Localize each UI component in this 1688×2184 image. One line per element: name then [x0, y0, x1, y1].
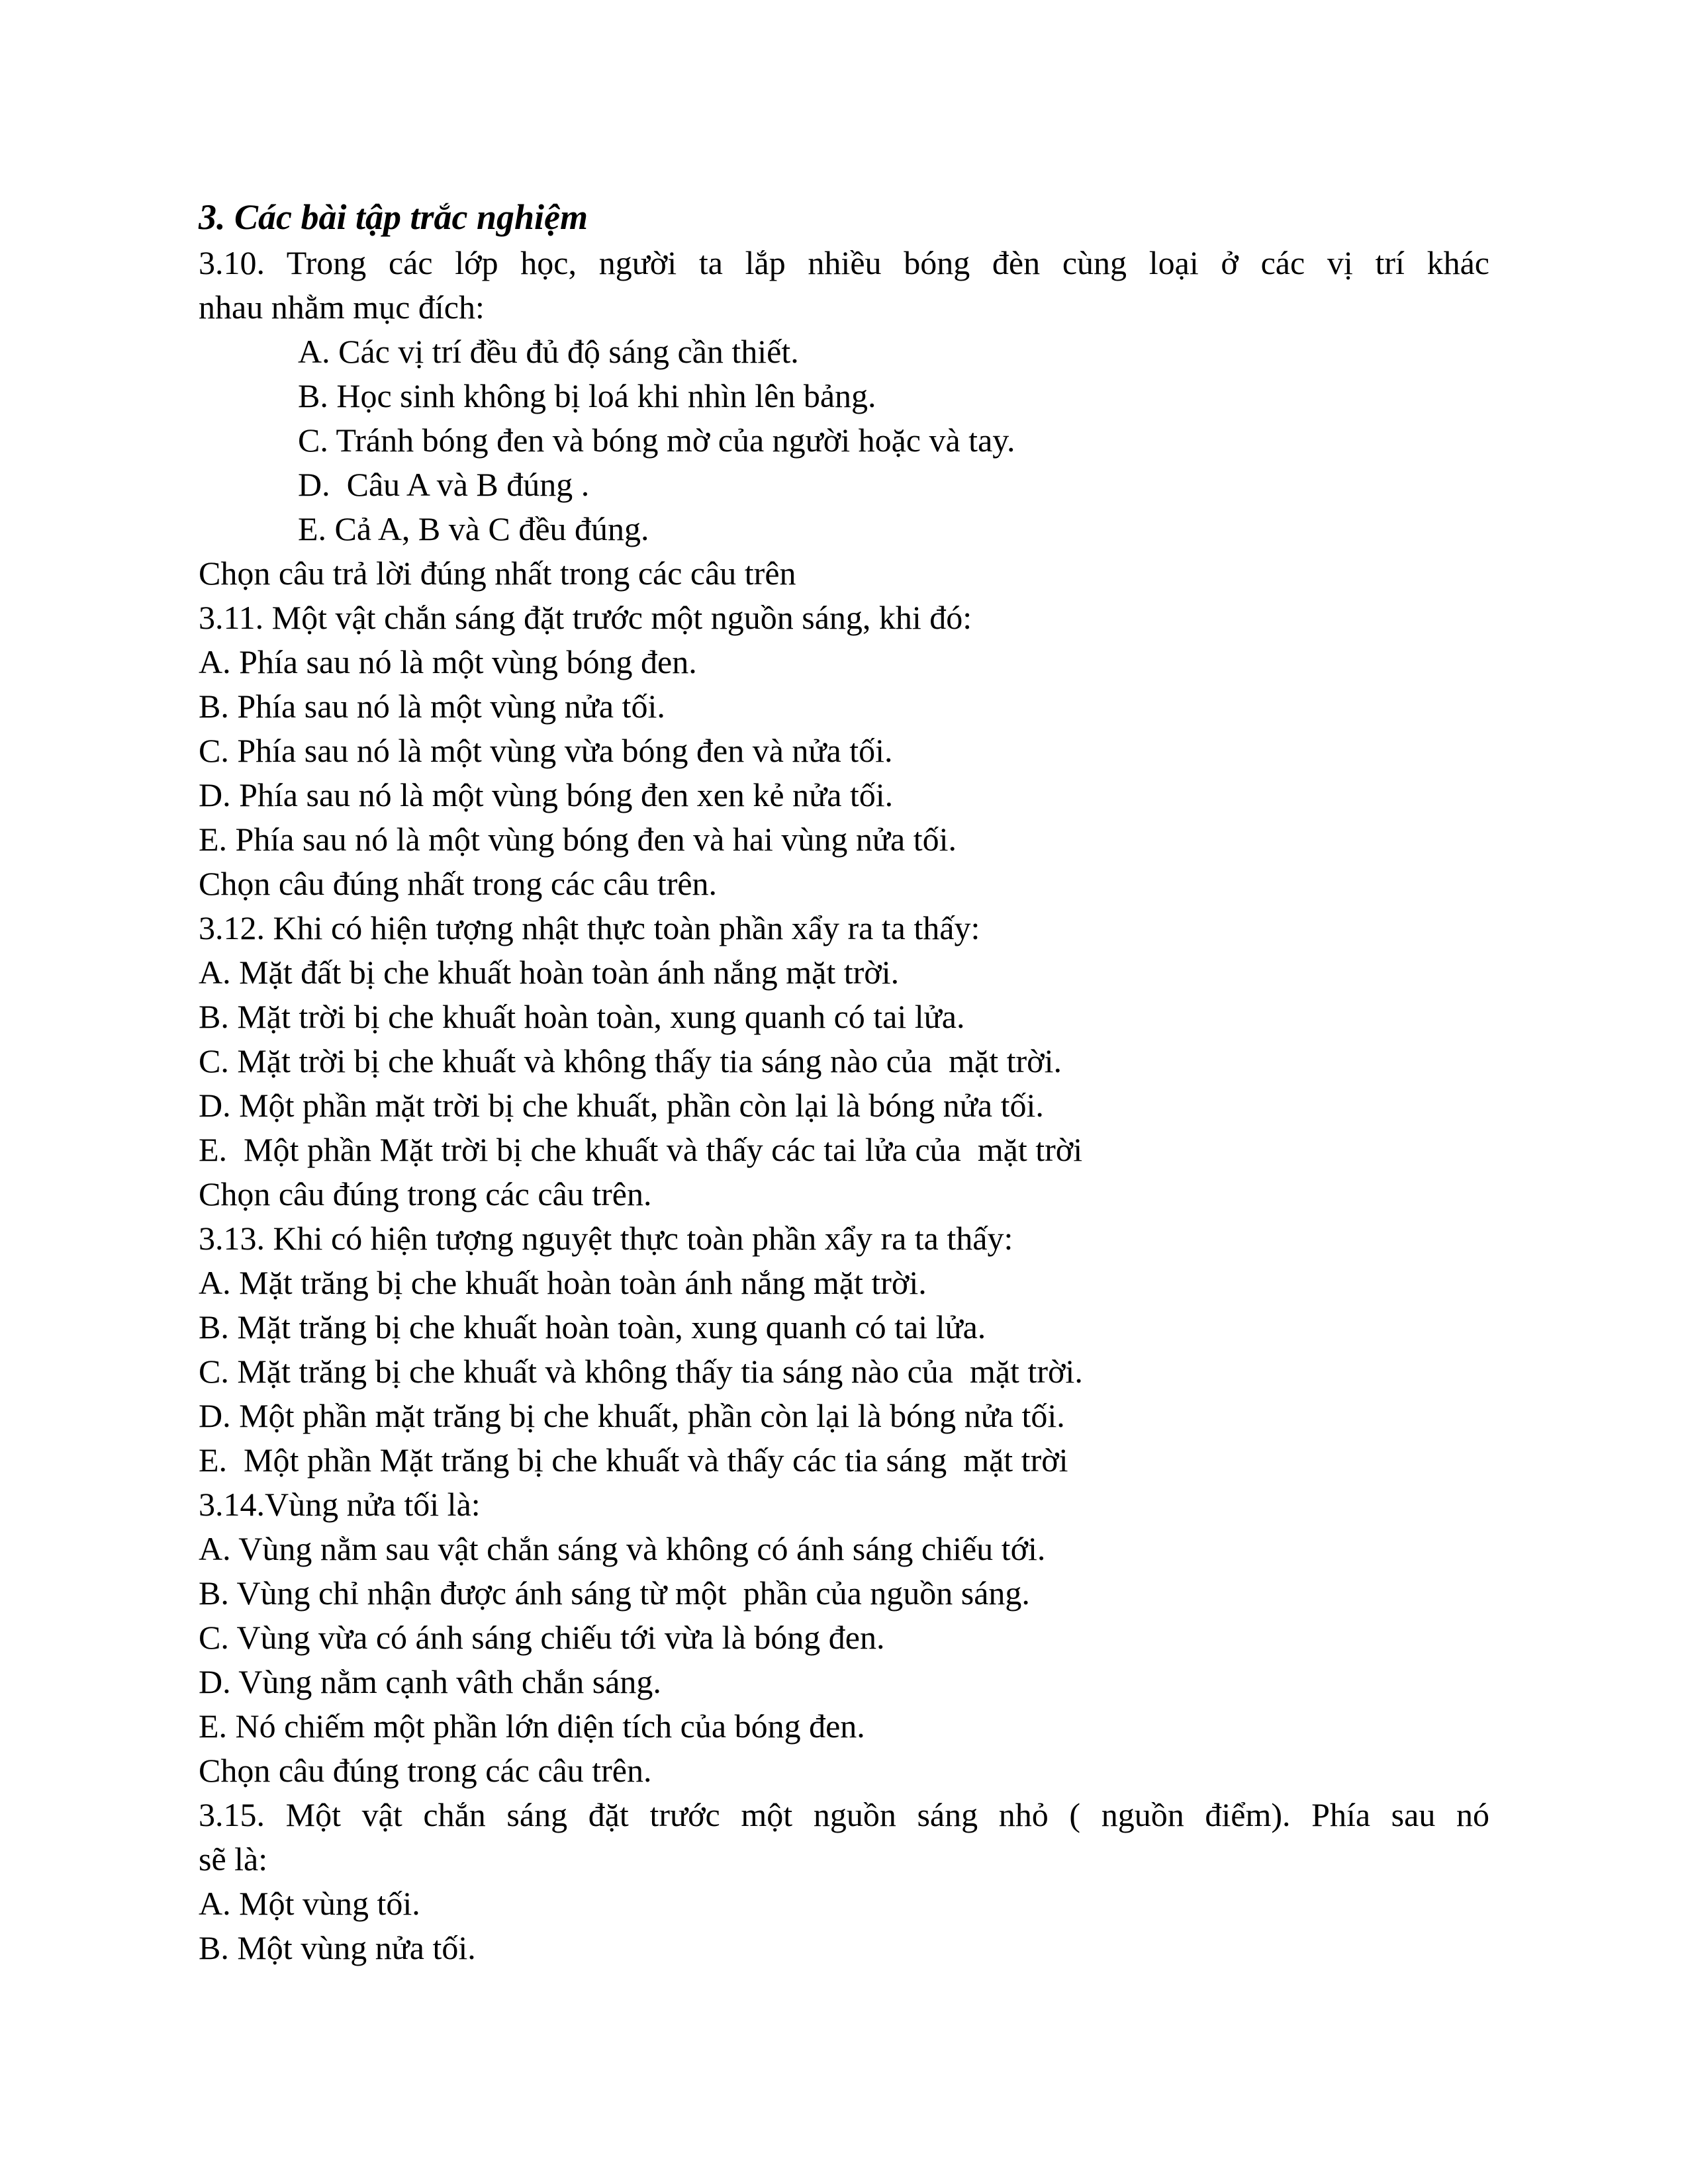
q3-12-option-b: B. Mặt trời bị che khuất hoàn toàn, xung quanh có tai lửa. [199, 998, 965, 1035]
q3-11-option-b: B. Phía sau nó là một vùng nửa tối. [199, 688, 665, 725]
text-column [199, 193, 1489, 1970]
question-3-12 [199, 906, 1489, 1216]
q3-13-stem: 3.13. Khi có hiện tượng nguyệt thực toàn phần xẩy ra ta thấy: [199, 1220, 1013, 1257]
question-3-15 [199, 1793, 1489, 1970]
q3-14-stem: 3.14.Vùng nửa tối là: [199, 1486, 481, 1523]
q3-14-option-e: E. Nó chiếm một phần lớn diện tích của bóng đen. [199, 1707, 865, 1745]
q3-13-option-d: D. Một phần mặt trăng bị che khuất, phần còn lại là bóng nửa tối. [199, 1397, 1065, 1434]
q3-14-option-c: C. Vùng vừa có ánh sáng chiếu tới vừa là bóng đen. [199, 1619, 885, 1656]
q3-10-option-e: E. Cả A, B và C đều đúng. [298, 510, 649, 547]
q3-15-option-a: A. Một vùng tối. [199, 1885, 420, 1922]
q3-11-stem: 3.11. Một vật chắn sáng đặt trước một nguồn sáng, khi đó: [199, 599, 972, 636]
question-3-14 [199, 1482, 1489, 1793]
q3-12-option-e: E. Một phần Mặt trời bị che khuất và thấy các tai lửa của mặt trời [199, 1131, 1083, 1168]
q3-14-option-a: A. Vùng nằm sau vật chắn sáng và không có ánh sáng chiếu tới. [199, 1530, 1046, 1567]
q3-10-option-b: B. Học sinh không bị loá khi nhìn lên bảng. [298, 377, 876, 414]
q3-11-option-e: E. Phía sau nó là một vùng bóng đen và hai vùng nửa tối. [199, 821, 957, 858]
q3-11-option-c: C. Phía sau nó là một vùng vừa bóng đen và nửa tối. [199, 732, 893, 769]
q3-15-stem-line-1: 3.15. Một vật chắn sáng đặt trước một nguồn sáng nhỏ ( nguồn điểm). Phía sau nó [199, 1796, 1489, 1833]
q3-11-instruction: Chọn câu đúng nhất trong các câu trên. [199, 865, 718, 902]
q3-14-instruction: Chọn câu đúng trong các câu trên. [199, 1752, 652, 1789]
q3-13-option-e: E. Một phần Mặt trăng bị che khuất và thấy các tia sáng mặt trời [199, 1441, 1068, 1479]
q3-12-option-d: D. Một phần mặt trời bị che khuất, phần còn lại là bóng nửa tối. [199, 1087, 1044, 1124]
q3-12-instruction: Chọn câu đúng trong các câu trên. [199, 1175, 652, 1212]
q3-14-option-d: D. Vùng nằm cạnh vâth chắn sáng. [199, 1663, 661, 1700]
q3-11-option-d: D. Phía sau nó là một vùng bóng đen xen kẻ nửa tối. [199, 776, 894, 813]
q3-12-option-c: C. Mặt trời bị che khuất và không thấy tia sáng nào của mặt trời. [199, 1042, 1062, 1079]
q3-12-option-a: A. Mặt đất bị che khuất hoàn toàn ánh nắng mặt trời. [199, 954, 900, 991]
q3-13-option-b: B. Mặt trăng bị che khuất hoàn toàn, xung quanh có tai lửa. [199, 1308, 986, 1345]
question-3-13 [199, 1216, 1489, 1482]
q3-10-option-d: D. Câu A và B đúng . [298, 466, 590, 503]
q3-13-option-a: A. Mặt trăng bị che khuất hoàn toàn ánh nắng mặt trời. [199, 1264, 927, 1301]
section-title: 3. Các bài tập trắc nghiệm [199, 197, 588, 237]
q3-10-stem-line-2: nhau nhằm mục đích: [199, 289, 485, 326]
q3-10-option-c: C. Tránh bóng đen và bóng mờ của người hoặc và tay. [298, 422, 1015, 459]
q3-10-option-a: A. Các vị trí đều đủ độ sáng cần thiết. [298, 333, 799, 370]
q3-10-stem-line-1: 3.10. Trong các lớp học, người ta lắp nhiều bóng đèn cùng loại ở các vị trí khác [199, 244, 1489, 281]
question-3-10 [199, 241, 1489, 596]
q3-14-option-b: B. Vùng chỉ nhận được ánh sáng từ một phần của nguồn sáng. [199, 1574, 1030, 1612]
q3-15-option-b: B. Một vùng nửa tối. [199, 1929, 476, 1966]
q3-11-option-a: A. Phía sau nó là một vùng bóng đen. [199, 643, 697, 680]
q3-10-instruction: Chọn câu trả lời đúng nhất trong các câu trên [199, 555, 796, 592]
q3-15-stem-line-2: sẽ là: [199, 1841, 268, 1878]
question-3-11 [199, 596, 1489, 906]
q3-13-option-c: C. Mặt trăng bị che khuất và không thấy tia sáng nào của mặt trời. [199, 1353, 1083, 1390]
q3-12-stem: 3.12. Khi có hiện tượng nhật thực toàn phần xẩy ra ta thấy: [199, 909, 980, 946]
